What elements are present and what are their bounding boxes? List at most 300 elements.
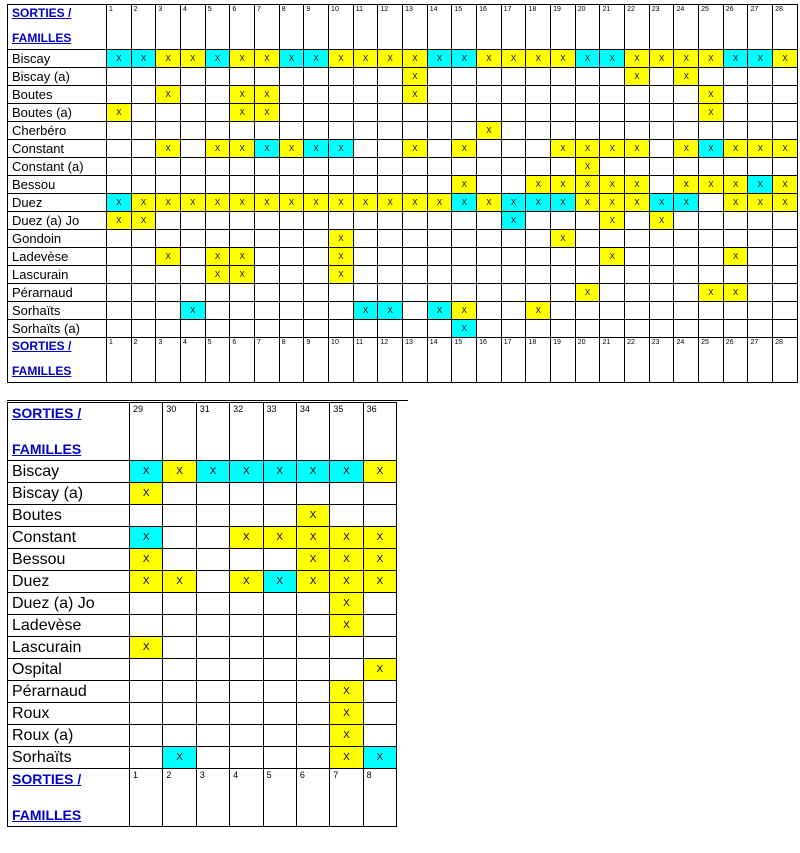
- empty-cell: [403, 284, 428, 302]
- attendance-mark: X: [748, 194, 773, 212]
- attendance-mark: X: [163, 747, 196, 769]
- empty-cell: [255, 266, 280, 284]
- empty-cell: [163, 615, 196, 637]
- empty-cell: [477, 176, 502, 194]
- column-number: 22: [625, 338, 650, 383]
- empty-cell: [723, 266, 748, 284]
- empty-cell: [263, 703, 296, 725]
- column-number: 1: [107, 338, 132, 383]
- family-row: [8, 527, 397, 549]
- empty-cell: [296, 593, 329, 615]
- family-row: [8, 158, 798, 176]
- sorties-familles-label: [8, 338, 107, 383]
- empty-cell: [773, 284, 798, 302]
- empty-cell: [575, 302, 600, 320]
- column-number: 25: [699, 338, 724, 383]
- attendance-mark: X: [363, 659, 396, 681]
- empty-cell: [625, 104, 650, 122]
- column-number: 30: [163, 403, 196, 461]
- attendance-mark: X: [330, 593, 363, 615]
- column-number: 2: [131, 338, 156, 383]
- empty-cell: [304, 248, 329, 266]
- empty-cell: [363, 681, 396, 703]
- empty-cell: [501, 158, 526, 176]
- attendance-mark: X: [279, 50, 304, 68]
- family-row: [8, 194, 798, 212]
- empty-cell: [205, 158, 230, 176]
- empty-cell: [551, 266, 576, 284]
- attendance-mark: X: [403, 86, 428, 104]
- column-number: 8: [279, 338, 304, 383]
- empty-cell: [378, 68, 403, 86]
- attendance-mark: X: [107, 104, 132, 122]
- empty-cell: [230, 230, 255, 248]
- empty-cell: [255, 284, 280, 302]
- empty-cell: [575, 266, 600, 284]
- empty-cell: [196, 659, 229, 681]
- empty-cell: [196, 505, 229, 527]
- empty-cell: [378, 284, 403, 302]
- empty-cell: [748, 266, 773, 284]
- attendance-mark: X: [674, 194, 699, 212]
- empty-cell: [329, 284, 354, 302]
- column-number: 8: [279, 5, 304, 50]
- family-name: Pérarnaud: [8, 284, 107, 302]
- empty-cell: [600, 104, 625, 122]
- empty-cell: [378, 266, 403, 284]
- empty-cell: [230, 725, 263, 747]
- empty-cell: [674, 104, 699, 122]
- attendance-mark: X: [649, 50, 674, 68]
- empty-cell: [403, 230, 428, 248]
- attendance-mark: X: [230, 527, 263, 549]
- empty-cell: [699, 320, 724, 338]
- empty-cell: [131, 122, 156, 140]
- empty-cell: [600, 122, 625, 140]
- empty-cell: [329, 122, 354, 140]
- attendance-mark: X: [773, 50, 798, 68]
- empty-cell: [163, 703, 196, 725]
- attendance-mark: X: [526, 176, 551, 194]
- empty-cell: [674, 302, 699, 320]
- attendance-mark: X: [551, 50, 576, 68]
- column-number: 3: [196, 769, 229, 827]
- empty-cell: [296, 637, 329, 659]
- attendance-mark: X: [255, 50, 280, 68]
- empty-cell: [279, 284, 304, 302]
- attendance-mark: X: [107, 212, 132, 230]
- attendance-mark: X: [501, 212, 526, 230]
- empty-cell: [748, 320, 773, 338]
- empty-cell: [131, 140, 156, 158]
- attendance-mark: X: [378, 194, 403, 212]
- attendance-mark: X: [723, 50, 748, 68]
- column-number: 27: [748, 5, 773, 50]
- empty-cell: [196, 747, 229, 769]
- empty-cell: [353, 320, 378, 338]
- empty-cell: [163, 681, 196, 703]
- column-number: 22: [625, 5, 650, 50]
- empty-cell: [255, 212, 280, 230]
- attendance-mark: X: [363, 747, 396, 769]
- empty-cell: [403, 104, 428, 122]
- empty-cell: [378, 248, 403, 266]
- column-number: 21: [600, 5, 625, 50]
- column-number: 14: [427, 338, 452, 383]
- empty-cell: [501, 176, 526, 194]
- column-number: 28: [773, 5, 798, 50]
- empty-cell: [353, 176, 378, 194]
- empty-cell: [263, 549, 296, 571]
- empty-cell: [263, 681, 296, 703]
- family-name: Biscay: [8, 50, 107, 68]
- attendance-mark: X: [723, 176, 748, 194]
- empty-cell: [427, 140, 452, 158]
- attendance-mark: X: [131, 212, 156, 230]
- attendance-mark: X: [427, 194, 452, 212]
- empty-cell: [427, 122, 452, 140]
- empty-cell: [452, 86, 477, 104]
- empty-cell: [625, 122, 650, 140]
- column-number: 20: [575, 5, 600, 50]
- empty-cell: [723, 86, 748, 104]
- attendance-mark: X: [131, 194, 156, 212]
- attendance-mark: X: [403, 194, 428, 212]
- empty-cell: [156, 158, 181, 176]
- attendance-mark: X: [181, 302, 206, 320]
- empty-cell: [477, 212, 502, 230]
- attendance-mark: X: [130, 527, 163, 549]
- attendance-mark: X: [205, 194, 230, 212]
- attendance-mark: X: [699, 284, 724, 302]
- attendance-mark: X: [205, 50, 230, 68]
- empty-cell: [773, 158, 798, 176]
- attendance-mark: X: [329, 248, 354, 266]
- familles-link[interactable]: FAMILLES: [12, 807, 82, 823]
- empty-cell: [403, 266, 428, 284]
- attendance-mark: X: [156, 248, 181, 266]
- attendance-mark: X: [263, 527, 296, 549]
- empty-cell: [296, 483, 329, 505]
- empty-cell: [156, 266, 181, 284]
- empty-cell: [625, 248, 650, 266]
- empty-cell: [723, 320, 748, 338]
- empty-cell: [378, 230, 403, 248]
- family-name: Gondoin: [8, 230, 107, 248]
- empty-cell: [575, 320, 600, 338]
- attendance-mark: X: [296, 527, 329, 549]
- empty-cell: [230, 747, 263, 769]
- empty-cell: [279, 176, 304, 194]
- empty-cell: [403, 176, 428, 194]
- attendance-mark: X: [674, 140, 699, 158]
- empty-cell: [130, 725, 163, 747]
- empty-cell: [196, 483, 229, 505]
- empty-cell: [329, 176, 354, 194]
- empty-cell: [181, 248, 206, 266]
- empty-cell: [330, 505, 363, 527]
- empty-cell: [575, 86, 600, 104]
- empty-cell: [452, 158, 477, 176]
- attendance-mark: X: [156, 140, 181, 158]
- empty-cell: [205, 176, 230, 194]
- empty-cell: [723, 230, 748, 248]
- empty-cell: [378, 122, 403, 140]
- attendance-mark: X: [230, 140, 255, 158]
- attendance-mark: X: [575, 284, 600, 302]
- empty-cell: [378, 212, 403, 230]
- empty-cell: [773, 86, 798, 104]
- family-row: [8, 140, 798, 158]
- column-number: 26: [723, 338, 748, 383]
- sorties-link[interactable]: SORTIES /: [12, 6, 72, 20]
- family-name: Roux (a): [8, 725, 130, 747]
- column-number: 23: [649, 338, 674, 383]
- family-row: [8, 549, 397, 571]
- empty-cell: [131, 230, 156, 248]
- empty-cell: [107, 122, 132, 140]
- empty-cell: [163, 725, 196, 747]
- column-number: 13: [403, 338, 428, 383]
- empty-cell: [773, 248, 798, 266]
- empty-cell: [156, 230, 181, 248]
- column-number: 5: [205, 5, 230, 50]
- empty-cell: [131, 320, 156, 338]
- familles-link[interactable]: FAMILLES: [12, 364, 72, 378]
- empty-cell: [477, 104, 502, 122]
- empty-cell: [205, 122, 230, 140]
- empty-cell: [363, 637, 396, 659]
- empty-cell: [600, 158, 625, 176]
- attendance-mark: X: [477, 122, 502, 140]
- family-row: [8, 68, 798, 86]
- empty-cell: [205, 104, 230, 122]
- empty-cell: [452, 230, 477, 248]
- empty-cell: [575, 230, 600, 248]
- empty-cell: [131, 284, 156, 302]
- attendance-mark: X: [748, 140, 773, 158]
- empty-cell: [649, 176, 674, 194]
- empty-cell: [107, 140, 132, 158]
- empty-cell: [674, 248, 699, 266]
- empty-cell: [551, 284, 576, 302]
- empty-cell: [363, 703, 396, 725]
- familles-link[interactable]: FAMILLES: [12, 31, 72, 45]
- attendance-mark: X: [330, 549, 363, 571]
- attendance-mark: X: [230, 50, 255, 68]
- column-number: 13: [403, 5, 428, 50]
- column-number: 16: [477, 338, 502, 383]
- empty-cell: [723, 68, 748, 86]
- empty-cell: [649, 302, 674, 320]
- empty-cell: [625, 230, 650, 248]
- empty-cell: [699, 248, 724, 266]
- attendance-mark: X: [452, 176, 477, 194]
- empty-cell: [477, 284, 502, 302]
- family-row: [8, 483, 397, 505]
- empty-cell: [526, 158, 551, 176]
- sorties-familles-label: [8, 769, 130, 827]
- attendance-mark: X: [551, 140, 576, 158]
- family-row: [8, 747, 397, 769]
- attendance-mark: X: [181, 50, 206, 68]
- empty-cell: [205, 284, 230, 302]
- attendance-mark: X: [427, 50, 452, 68]
- attendance-mark: X: [625, 176, 650, 194]
- attendance-mark: X: [130, 637, 163, 659]
- attendance-mark: X: [575, 176, 600, 194]
- attendance-mark: X: [296, 571, 329, 593]
- attendance-mark: X: [773, 140, 798, 158]
- empty-cell: [600, 320, 625, 338]
- empty-cell: [501, 248, 526, 266]
- empty-cell: [205, 320, 230, 338]
- attendance-mark: X: [649, 212, 674, 230]
- empty-cell: [131, 68, 156, 86]
- empty-cell: [378, 104, 403, 122]
- empty-cell: [130, 659, 163, 681]
- empty-cell: [477, 230, 502, 248]
- sorties-link[interactable]: SORTIES /: [12, 771, 82, 787]
- family-name: Boutes: [8, 505, 130, 527]
- empty-cell: [699, 266, 724, 284]
- empty-cell: [196, 703, 229, 725]
- empty-cell: [452, 68, 477, 86]
- empty-cell: [674, 158, 699, 176]
- empty-cell: [353, 284, 378, 302]
- empty-cell: [279, 122, 304, 140]
- empty-cell: [130, 505, 163, 527]
- family-row: [8, 320, 798, 338]
- column-number: 6: [230, 338, 255, 383]
- empty-cell: [501, 122, 526, 140]
- empty-cell: [748, 302, 773, 320]
- empty-cell: [279, 104, 304, 122]
- attendance-mark: X: [329, 140, 354, 158]
- empty-cell: [625, 86, 650, 104]
- family-row: [8, 725, 397, 747]
- empty-cell: [304, 122, 329, 140]
- empty-cell: [526, 284, 551, 302]
- sorties-link[interactable]: SORTIES /: [12, 339, 72, 353]
- attendance-mark: X: [378, 302, 403, 320]
- empty-cell: [304, 158, 329, 176]
- empty-cell: [304, 104, 329, 122]
- empty-cell: [163, 659, 196, 681]
- column-number: 26: [723, 5, 748, 50]
- attendance-mark: X: [156, 50, 181, 68]
- empty-cell: [501, 68, 526, 86]
- empty-cell: [353, 104, 378, 122]
- empty-cell: [230, 122, 255, 140]
- empty-cell: [649, 320, 674, 338]
- attendance-mark: X: [526, 194, 551, 212]
- empty-cell: [353, 248, 378, 266]
- empty-cell: [304, 320, 329, 338]
- empty-cell: [279, 212, 304, 230]
- empty-cell: [625, 284, 650, 302]
- empty-cell: [130, 681, 163, 703]
- empty-cell: [403, 320, 428, 338]
- attendance-mark: X: [255, 104, 280, 122]
- attendance-mark: X: [330, 747, 363, 769]
- attendance-mark: X: [600, 212, 625, 230]
- empty-cell: [501, 284, 526, 302]
- familles-link[interactable]: FAMILLES: [12, 441, 82, 457]
- empty-cell: [452, 104, 477, 122]
- column-number: 9: [304, 5, 329, 50]
- empty-cell: [255, 302, 280, 320]
- column-number: 31: [196, 403, 229, 461]
- attendance-mark: X: [452, 320, 477, 338]
- empty-cell: [263, 505, 296, 527]
- attendance-mark: X: [674, 50, 699, 68]
- attendance-mark: X: [699, 140, 724, 158]
- empty-cell: [674, 284, 699, 302]
- empty-cell: [130, 593, 163, 615]
- empty-cell: [230, 302, 255, 320]
- attendance-mark: X: [363, 549, 396, 571]
- empty-cell: [230, 703, 263, 725]
- empty-cell: [526, 320, 551, 338]
- column-number: 17: [501, 5, 526, 50]
- attendance-mark: X: [205, 266, 230, 284]
- empty-cell: [205, 68, 230, 86]
- attendance-mark: X: [181, 194, 206, 212]
- family-name: Ospital: [8, 659, 130, 681]
- attendance-mark: X: [477, 50, 502, 68]
- column-number: 32: [230, 403, 263, 461]
- attendance-mark: X: [230, 571, 263, 593]
- empty-cell: [230, 681, 263, 703]
- empty-cell: [156, 104, 181, 122]
- empty-cell: [279, 320, 304, 338]
- empty-cell: [773, 212, 798, 230]
- header-row: [8, 403, 397, 461]
- column-number: 34: [296, 403, 329, 461]
- empty-cell: [255, 320, 280, 338]
- attendance-mark: X: [427, 302, 452, 320]
- empty-cell: [452, 284, 477, 302]
- column-number: 18: [526, 338, 551, 383]
- attendance-mark: X: [674, 176, 699, 194]
- empty-cell: [551, 212, 576, 230]
- column-number: 5: [205, 338, 230, 383]
- empty-cell: [649, 284, 674, 302]
- empty-cell: [263, 483, 296, 505]
- empty-cell: [526, 140, 551, 158]
- sorties-link[interactable]: SORTIES /: [12, 405, 82, 421]
- family-row: [8, 461, 397, 483]
- empty-cell: [353, 266, 378, 284]
- empty-cell: [329, 158, 354, 176]
- family-name: Lascurain: [8, 266, 107, 284]
- empty-cell: [330, 637, 363, 659]
- attendance-mark: X: [551, 230, 576, 248]
- empty-cell: [501, 266, 526, 284]
- column-number: 5: [263, 769, 296, 827]
- attendance-mark: X: [130, 461, 163, 483]
- empty-cell: [255, 248, 280, 266]
- empty-cell: [773, 230, 798, 248]
- column-number: 27: [748, 338, 773, 383]
- family-name: Biscay: [8, 461, 130, 483]
- column-number: 17: [501, 338, 526, 383]
- empty-cell: [526, 248, 551, 266]
- column-number: 19: [551, 5, 576, 50]
- family-name: Ladevèse: [8, 248, 107, 266]
- column-number: 10: [329, 5, 354, 50]
